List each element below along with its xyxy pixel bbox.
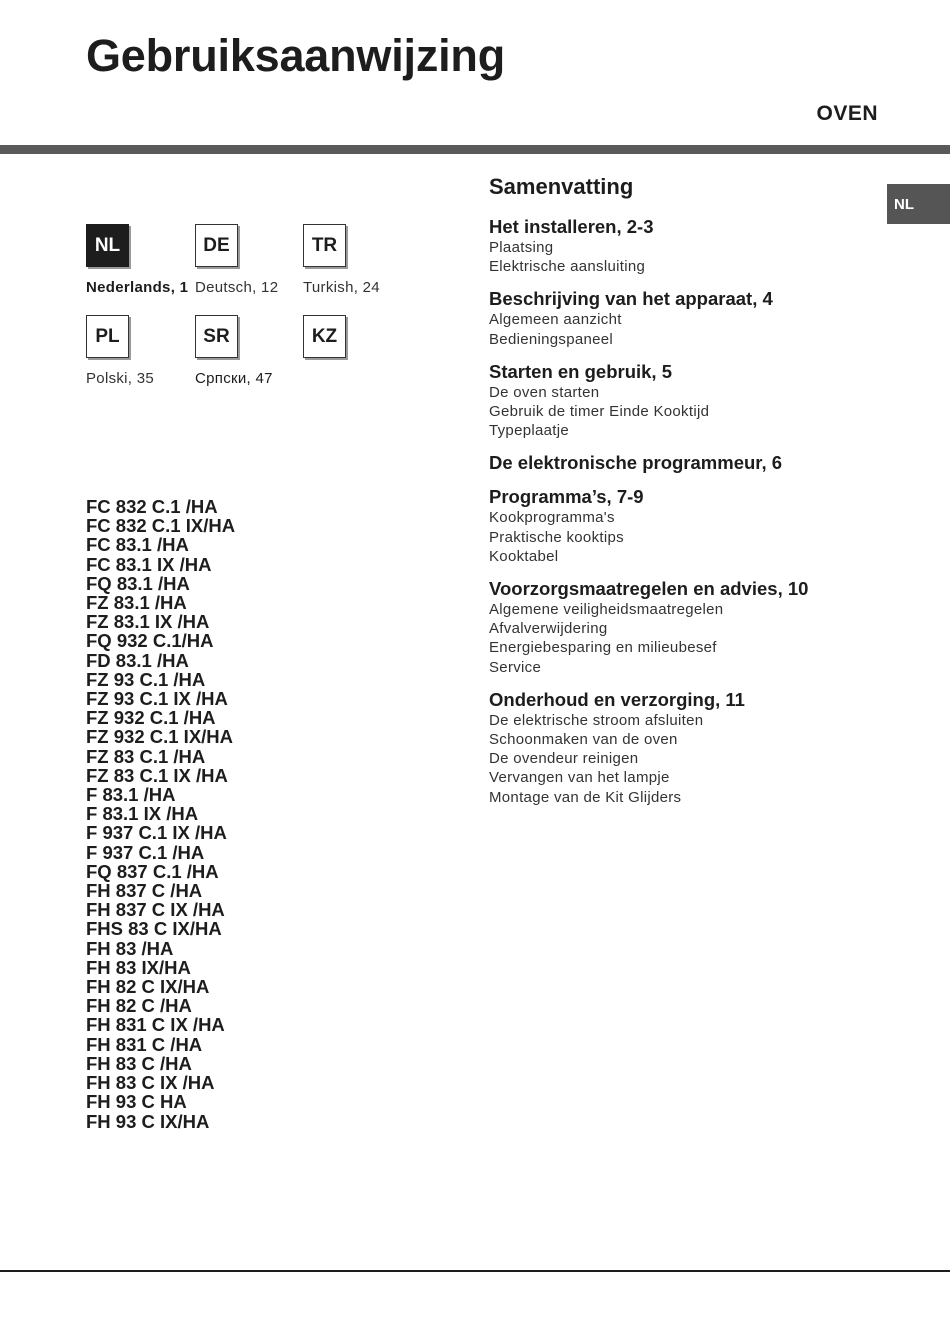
model-item: FC 832 C.1 /HA — [86, 496, 218, 517]
model-item: FQ 932 C.1/HA — [86, 630, 214, 652]
toc-section-item[interactable]: Schoonmaken van de oven — [489, 731, 678, 749]
product-subtitle: OVEN — [816, 102, 878, 125]
toc-section-item[interactable]: De oven starten — [489, 383, 600, 401]
model-item: FZ 932 C.1 /HA — [86, 707, 216, 729]
model-item: FC 83.1 /HA — [86, 534, 189, 556]
model-item: FQ 837 C.1 /HA — [86, 860, 219, 882]
toc-section — [489, 216, 879, 276]
toc-section-item[interactable]: Service — [489, 658, 542, 676]
toc-section-title[interactable]: Voorzorgsmaatregelen en advies, 10 — [489, 578, 809, 600]
toc-section — [489, 361, 879, 441]
toc-section-item[interactable]: Algemene veiligheidsmaatregelen — [489, 601, 724, 619]
toc-section — [489, 452, 879, 474]
model-item: FZ 83.1 IX /HA — [86, 611, 210, 633]
lang-box-sr[interactable]: SR — [195, 315, 238, 358]
toc-section — [489, 578, 879, 677]
toc-section-item[interactable]: Elektrische aansluiting — [489, 258, 646, 276]
page-title: Gebruiksaanwijzing — [86, 30, 506, 81]
model-item: FH 83 /HA — [86, 937, 174, 959]
toc-section-item[interactable]: De ovendeur reinigen — [489, 750, 639, 768]
model-item: FH 82 C IX/HA — [86, 976, 210, 998]
toc-section — [489, 288, 879, 348]
lang-label-de[interactable]: Deutsch, 12 — [195, 279, 279, 296]
model-item: FZ 83 C.1 /HA — [86, 745, 206, 767]
model-item: FH 93 C IX/HA — [86, 1110, 210, 1132]
toc-section-item[interactable]: Montage van de Kit Glijders — [489, 788, 682, 806]
model-list — [86, 497, 235, 1131]
table-of-contents — [489, 174, 879, 819]
model-item: F 937 C.1 IX /HA — [86, 822, 227, 844]
model-item: FZ 83 C.1 IX /HA — [86, 764, 228, 786]
model-item: FD 83.1 /HA — [86, 649, 189, 671]
lang-box-de[interactable]: DE — [195, 224, 238, 267]
toc-section-item[interactable]: Energiebesparing en milieubesef — [489, 639, 717, 657]
toc-section — [489, 689, 879, 807]
toc-section-item[interactable]: Bedieningspaneel — [489, 330, 614, 348]
model-item: FH 831 C IX /HA — [86, 1014, 225, 1036]
toc-section-item[interactable]: Kookprogramma's — [489, 509, 615, 527]
lang-box-tr[interactable]: TR — [303, 224, 346, 267]
model-item: FZ 932 C.1 IX/HA — [86, 726, 234, 748]
model-item: FZ 93 C.1 /HA — [86, 668, 206, 690]
model-item: F 937 C.1 /HA — [86, 841, 205, 863]
model-item: F 83.1 IX /HA — [86, 803, 199, 825]
toc-section-item[interactable]: Kooktabel — [489, 547, 559, 565]
toc-section-item[interactable]: Typeplaatje — [489, 422, 570, 440]
model-item: FH 83 C IX /HA — [86, 1072, 215, 1094]
model-item: FQ 83.1 /HA — [86, 572, 190, 594]
toc-section-item[interactable]: Gebruik de timer Einde Kooktijd — [489, 403, 710, 421]
lang-label-pl[interactable]: Polski, 35 — [86, 370, 155, 387]
lang-box-kz[interactable]: KZ — [303, 315, 346, 358]
toc-section-item[interactable]: Plaatsing — [489, 239, 554, 256]
model-item: FH 83 IX/HA — [86, 956, 191, 978]
model-item: FH 93 C HA — [86, 1091, 187, 1113]
toc-section-item[interactable]: Praktische kooktips — [489, 528, 624, 546]
model-item: FH 837 C IX /HA — [86, 899, 225, 921]
model-item: FZ 93 C.1 IX /HA — [86, 688, 228, 710]
model-item: FH 82 C /HA — [86, 995, 192, 1017]
lang-label-sr[interactable]: Српски, 47 — [195, 370, 273, 387]
lang-box-nl[interactable]: NL — [86, 224, 129, 267]
toc-section-item[interactable]: Algemeen aanzicht — [489, 311, 622, 329]
toc-section-title[interactable]: Beschrijving van het apparaat, 4 — [489, 288, 773, 310]
model-item: FZ 83.1 /HA — [86, 592, 187, 614]
language-tab[interactable]: NL — [887, 184, 950, 224]
toc-section-title[interactable]: Programma’s, 7-9 — [489, 486, 644, 508]
lang-label-tr[interactable]: Turkish, 24 — [303, 279, 380, 296]
toc-section-title[interactable]: Het installeren, 2-3 — [489, 216, 654, 237]
lang-label-nl[interactable]: Nederlands, 1 — [86, 279, 189, 296]
toc-section-title[interactable]: Onderhoud en verzorging, 11 — [489, 688, 745, 710]
toc-sections — [489, 216, 879, 807]
toc-title: Samenvatting — [489, 174, 634, 199]
model-item: FH 831 C /HA — [86, 1033, 203, 1055]
model-item: FHS 83 C IX/HA — [86, 918, 222, 940]
toc-section-item[interactable]: Vervangen van het lampje — [489, 769, 670, 787]
toc-section-item[interactable]: De elektrische stroom afsluiten — [489, 711, 704, 729]
model-item: FC 83.1 IX /HA — [86, 553, 212, 575]
header-divider — [0, 145, 950, 154]
toc-section — [489, 486, 879, 566]
toc-section-title[interactable]: De elektronische programmeur, 6 — [489, 452, 783, 474]
model-item: FC 832 C.1 IX/HA — [86, 515, 236, 537]
toc-section-title[interactable]: Starten en gebruik, 5 — [489, 360, 672, 382]
model-item: FH 83 C /HA — [86, 1052, 192, 1074]
model-item: F 83.1 /HA — [86, 784, 176, 806]
footer-divider — [0, 1270, 950, 1272]
toc-section-item[interactable]: Afvalverwijdering — [489, 620, 608, 638]
lang-box-pl[interactable]: PL — [86, 315, 129, 358]
model-item: FH 837 C /HA — [86, 880, 203, 902]
